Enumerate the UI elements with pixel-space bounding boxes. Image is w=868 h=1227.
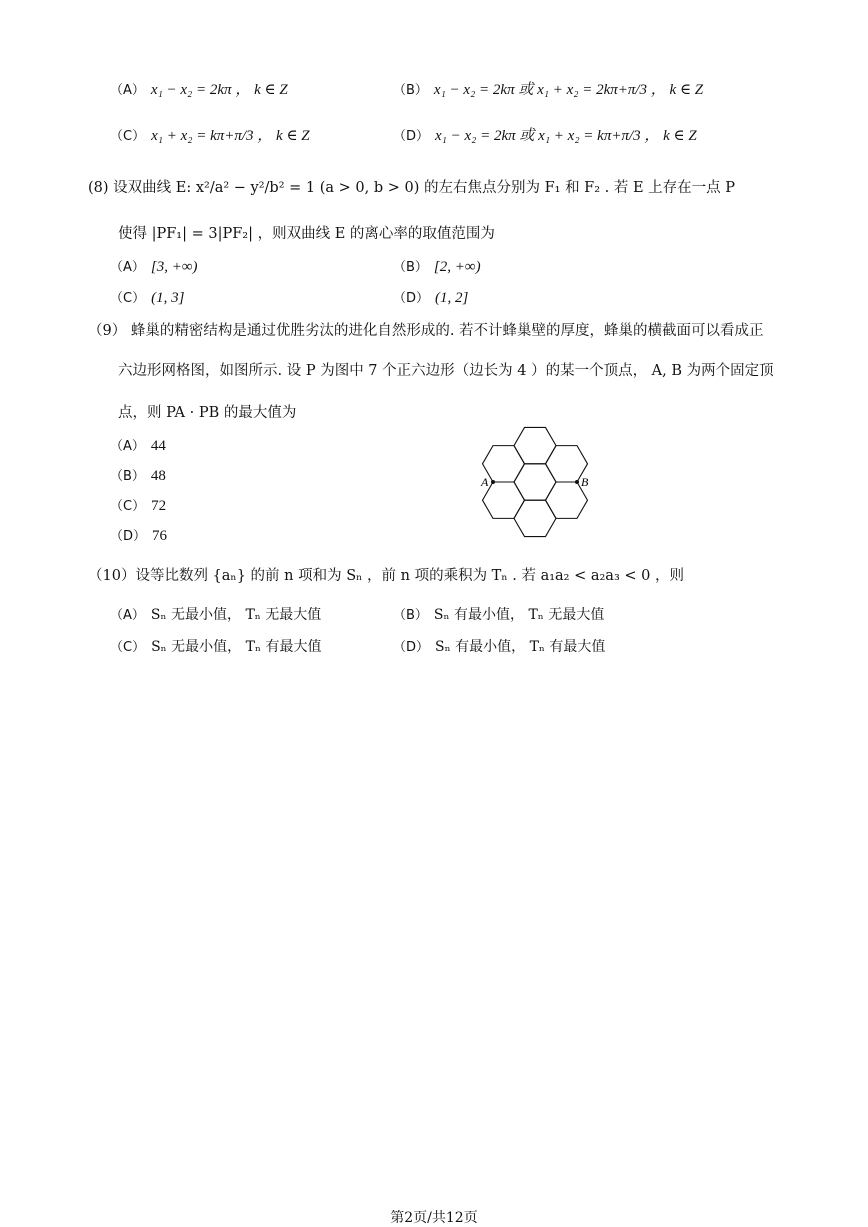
point-b-dot xyxy=(575,480,579,484)
hexagon-center xyxy=(514,464,556,500)
q8-option-a-text: [3, +∞) xyxy=(150,259,198,275)
hexagon-upper-left xyxy=(483,446,525,482)
hexagon-bottom xyxy=(514,500,556,536)
q7-option-c-text: x₁ + x₂ = kπ+π/3 ， k ∈ Z xyxy=(151,128,310,144)
q9-option-a-text: 44 xyxy=(150,438,166,454)
q10-option-c-text: Sₙ 无最小值， Tₙ 有最大值 xyxy=(151,639,322,655)
q9-option-b xyxy=(110,465,166,485)
q9-option-d-text: 76 xyxy=(152,528,168,544)
q9-option-c xyxy=(110,495,166,515)
q8-option-d xyxy=(393,287,468,307)
q9-option-a xyxy=(110,435,166,455)
q8-option-c xyxy=(110,287,184,307)
q10-option-a xyxy=(110,604,321,624)
q10-option-d-text: Sₙ 有最小值， Tₙ 有最大值 xyxy=(435,639,606,655)
q8-stem-line1: (8) 设双曲线 E: x²/a² − y²/b² = 1 (a > 0, b > 0) 的左右焦点分别为 F₁ 和 F₂ . 若 E 上存在一点 P xyxy=(88,180,736,196)
q10-option-b-text: Sₙ 有最小值， Tₙ 无最大值 xyxy=(433,607,605,623)
q7-option-d xyxy=(393,124,697,145)
q9-option-d-label: （D） xyxy=(110,529,147,544)
q9-option-a-label: （A） xyxy=(110,439,145,454)
q8-option-c-label: （C） xyxy=(110,291,146,306)
q7-option-a-text: x₁ − x₂ = 2kπ ， k ∈ Z xyxy=(150,82,288,98)
q10-option-b-label: （B） xyxy=(393,608,428,623)
point-b-label: B xyxy=(581,475,589,489)
hexagon-lower-left xyxy=(483,482,525,518)
page-number: 第2页/共12页 xyxy=(390,1210,478,1226)
q10-option-a-label: （A） xyxy=(110,608,145,623)
q8-stem-line2: 使得 |PF₁| = 3|PF₂| ，则双曲线 E 的离心率的取值范围为 xyxy=(118,226,495,242)
q8-option-a-label: （A） xyxy=(110,260,145,275)
q10-option-c-label: （C） xyxy=(110,640,146,655)
q9-option-d xyxy=(110,525,167,545)
point-a-dot xyxy=(491,480,495,484)
q8-option-d-label: （D） xyxy=(393,291,430,306)
honeycomb-figure xyxy=(470,420,600,550)
q9-option-b-text: 48 xyxy=(150,468,166,484)
q10-option-d xyxy=(393,636,605,656)
q10-option-a-text: Sₙ 无最小值， Tₙ 无最大值 xyxy=(150,607,322,623)
hexagon-top xyxy=(514,427,556,463)
q7-option-d-label: （D） xyxy=(393,129,430,144)
q7-option-a xyxy=(110,78,288,99)
q8-option-b xyxy=(393,256,481,276)
q10-option-b xyxy=(393,604,604,624)
q10-stem: （10）设等比数列 {aₙ} 的前 n 项和为 Sₙ ，前 n 项的乘积为 Tₙ . 若 a₁a₂ < a₂a₃ < 0 ，则 xyxy=(88,568,684,584)
q9-stem-line2: 六边形网格图，如图所示. 设 P 为图中 7 个正六边形（边长为 4 ）的某一个顶点， A, B 为两个固定顶 xyxy=(118,363,774,379)
point-a-label: A xyxy=(481,475,489,489)
q9-option-b-label: （B） xyxy=(110,469,145,484)
q8-option-b-text: [2, +∞) xyxy=(433,259,481,275)
q9-stem-line1: （9） 蜂巢的精密结构是通过优胜劣汰的进化自然形成的. 若不计蜂巢壁的厚度，蜂巢的横截面可以看成正 xyxy=(88,323,764,339)
q10-option-c xyxy=(110,636,321,656)
q7-option-b xyxy=(393,78,703,99)
q7-option-b-text: x₁ − x₂ = 2kπ 或 x₁ + x₂ = 2kπ+π/3 ， k ∈ Z xyxy=(433,82,704,98)
q7-option-c xyxy=(110,124,310,145)
q8-option-d-text: (1, 2] xyxy=(435,290,469,306)
q8-option-b-label: （B） xyxy=(393,260,428,275)
q7-option-d-text: x₁ − x₂ = 2kπ 或 x₁ + x₂ = kπ+π/3 ， k ∈ Z xyxy=(435,128,697,144)
q9-stem-line3: 点，则 PA · PB 的最大值为 xyxy=(118,405,297,421)
q7-option-c-label: （C） xyxy=(110,129,146,144)
q8-option-a xyxy=(110,256,198,276)
q8-option-c-text: (1, 3] xyxy=(151,290,185,306)
q9-option-c-text: 72 xyxy=(151,498,167,514)
q9-option-c-label: （C） xyxy=(110,499,146,514)
q10-option-d-label: （D） xyxy=(393,640,430,655)
q7-option-b-label: （B） xyxy=(393,83,428,98)
q7-option-a-label: （A） xyxy=(110,83,145,98)
